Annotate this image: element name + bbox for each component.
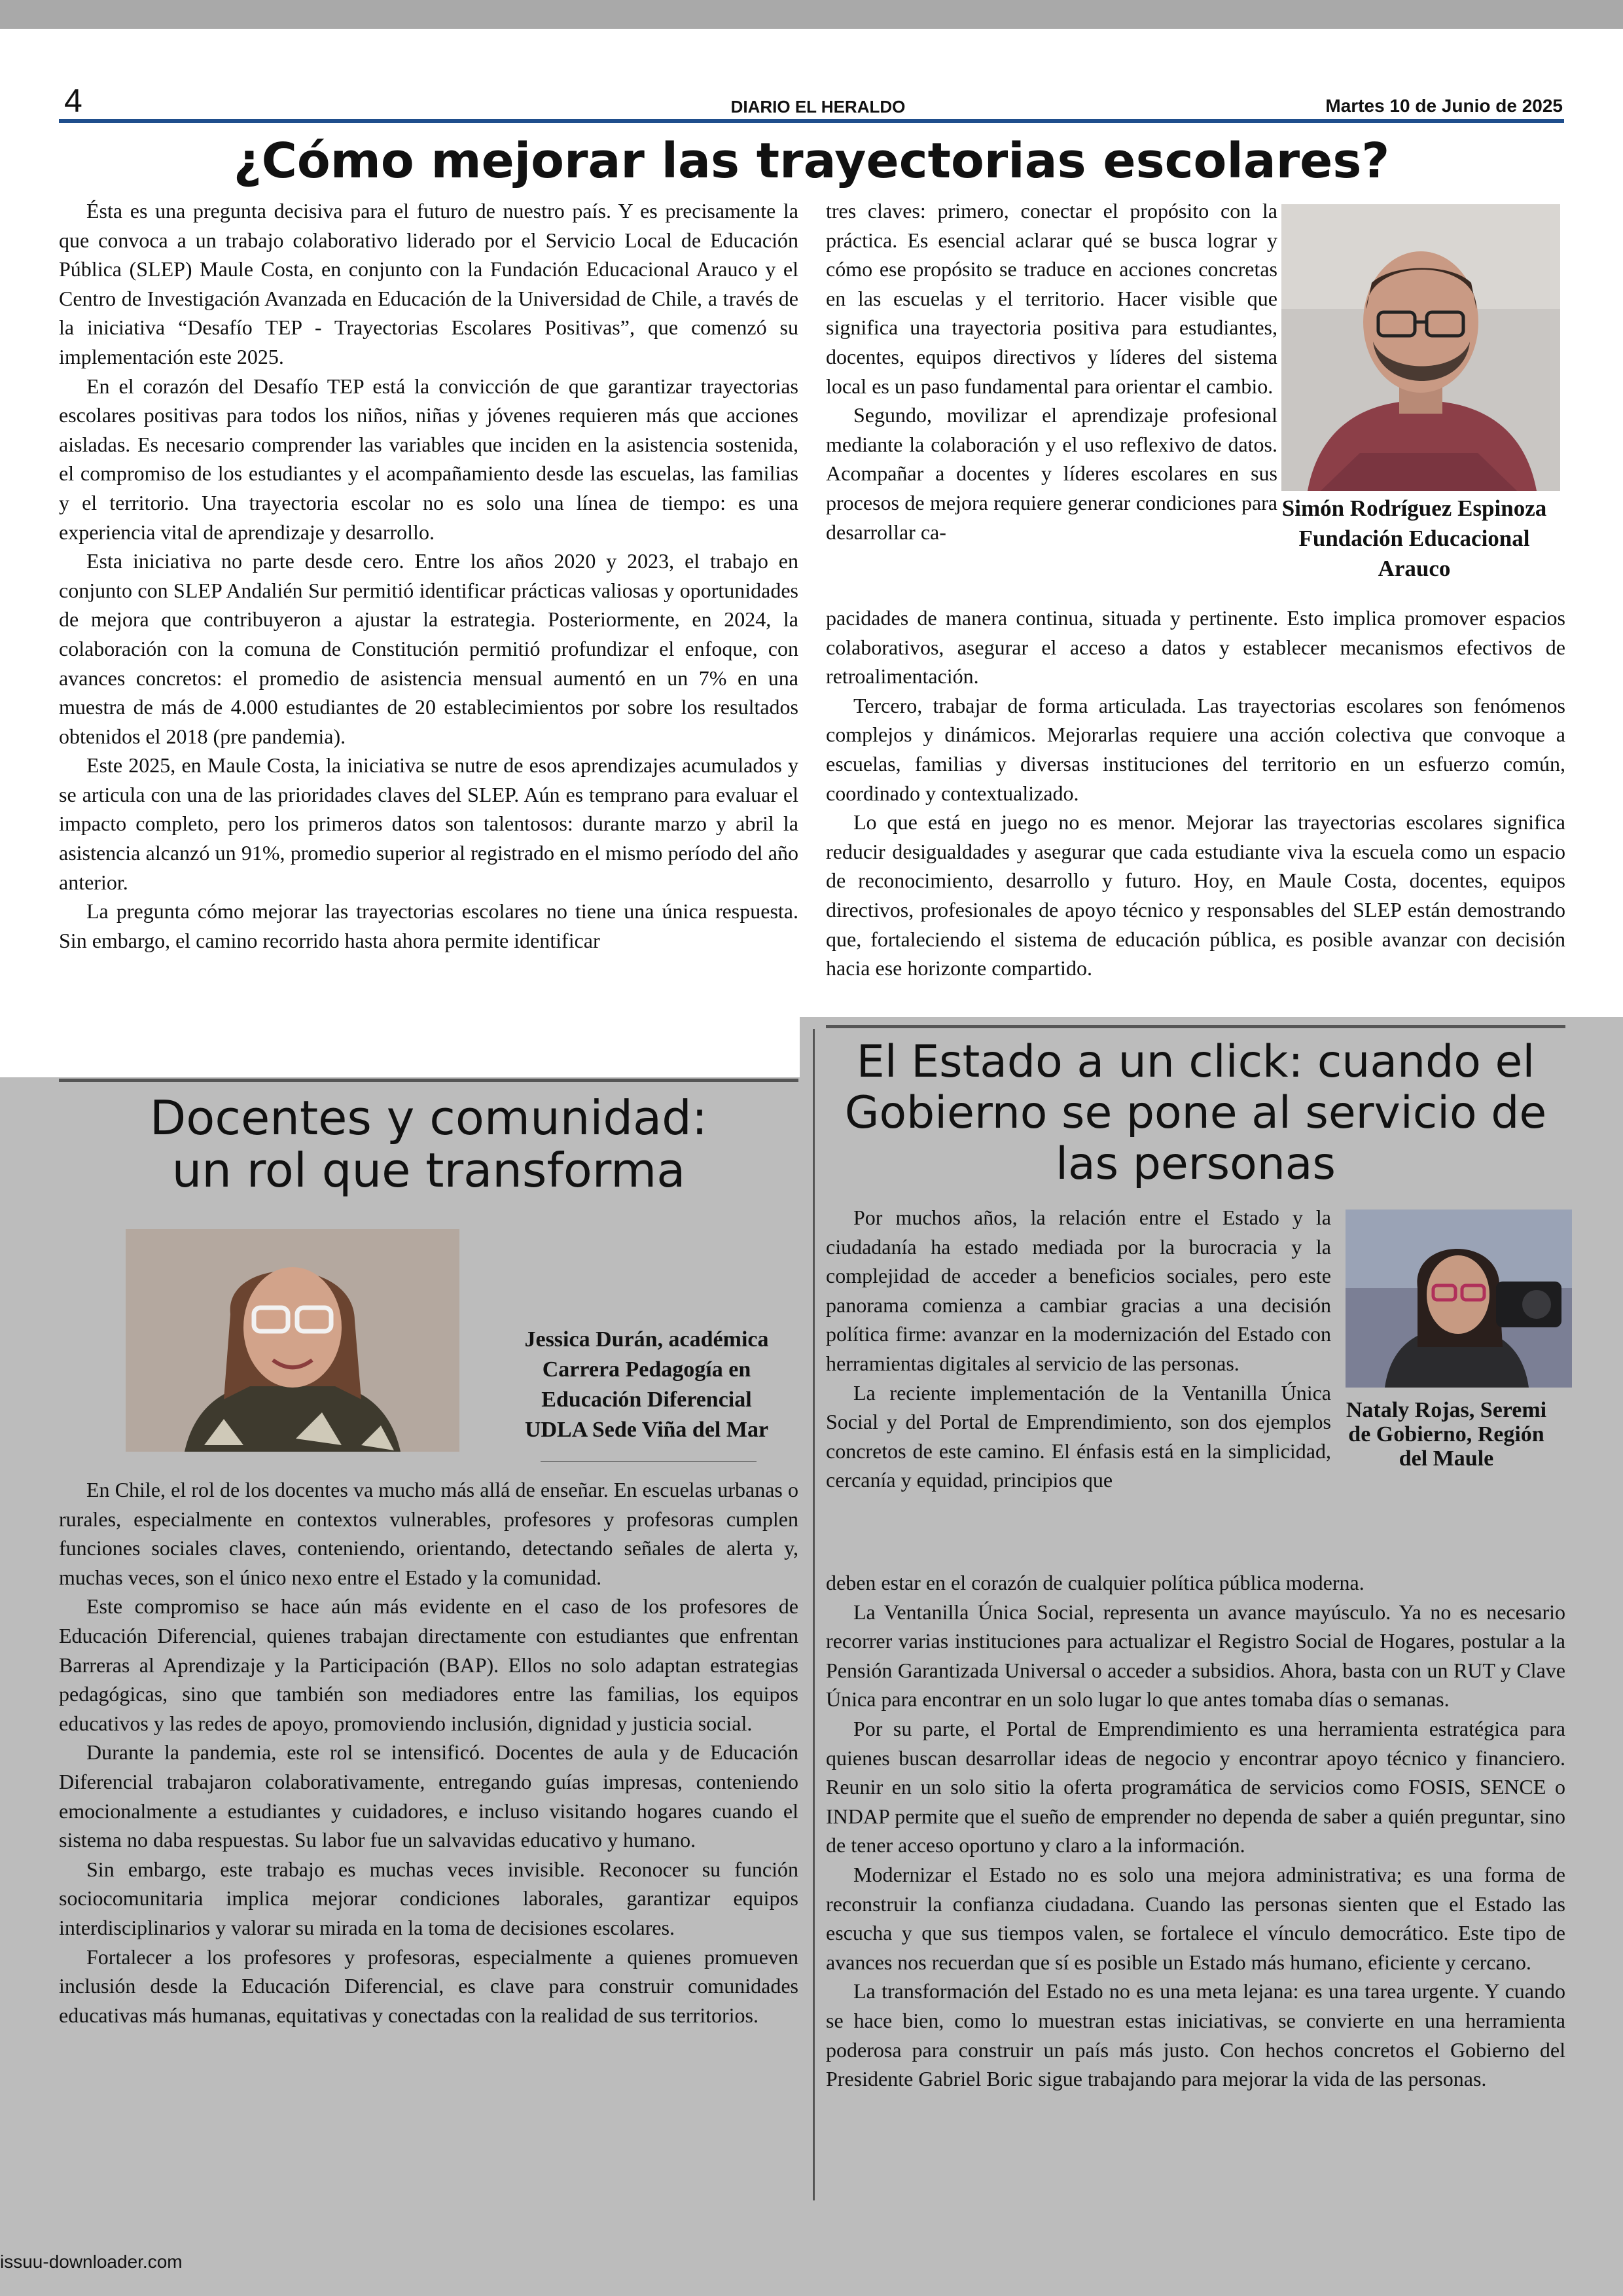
caption-line: Nataly Rojas, Seremi xyxy=(1346,1398,1547,1422)
article3-body-top xyxy=(826,1203,1331,1570)
author-caption-simon xyxy=(1274,493,1555,584)
source-watermark-text: issuu-downloader.com xyxy=(0,2251,183,2272)
paragraph: Este compromiso se hace aún más evidente en el caso de los profesores de Educación Diferencial, quienes trabajan directamente con estudiantes que enfrentan Barreras al Aprendizaje y la Participación (BAP). Ellos no solo adaptan estrategias pedagógicas, sino que también son mediadores entre las familias, los equipos educativos y las redes de apoyo, promoviendo inclusión, dignidad y justicia social. xyxy=(59,1594,798,1735)
article-title-trayectorias: ¿Cómo mejorar las trayectorias escolares? xyxy=(233,133,1390,189)
title-line: Gobierno se pone al servicio de xyxy=(844,1087,1547,1139)
issue-date: Martes 10 de Junio de 2025 xyxy=(1325,96,1563,116)
newspaper-name: DIARIO EL HERALDO xyxy=(730,97,906,117)
author-photo-simon xyxy=(1281,204,1560,491)
title-line: las personas xyxy=(1056,1138,1336,1190)
caption-line: UDLA Sede Viña del Mar xyxy=(524,1418,769,1442)
author-org: Arauco xyxy=(1378,556,1451,581)
paragraph: Modernizar el Estado no es solo una mejora administrativa; es una forma de reconstruir la confianza ciudadana. Cuando las personas sienten que el Estado las escucha y que sus tiempos valen, se fortalece el vínculo democrático. Este tipo de avances nos recuerdan que sí es posible un Estado más humano, eficiente y cercano. xyxy=(826,1862,1565,1974)
paragraph: tres claves: primero, conectar el propósito con la práctica. Es esencial aclarar qué se busca lograr y cómo ese propósito se traduce en acciones concretas en las escuelas y el territorio. Hacer visible que significa una trayectoria positiva para estudiantes, docentes, equipos directivos y líderes del sistema local es un paso fundamental para orientar el cambio. xyxy=(826,199,1277,398)
column-rule xyxy=(813,1029,815,2200)
title-line: Docentes y comunidad: xyxy=(149,1090,708,1145)
caption-line: del Maule xyxy=(1399,1446,1494,1471)
caption-line: Educación Diferencial xyxy=(541,1388,752,1412)
paragraph: La transformación del Estado no es una meta lejana: es una tarea urgente. Y cuando se hace bien, como lo muestran estas iniciativas, se convierte en una herramienta poderosa para construir un país más justo. Con hechos concretos el Gobierno del Presidente Gabriel Boric sigue trabajando para mejorar la vida de las personas. xyxy=(826,1979,1565,2091)
paragraph: Segundo, movilizar el aprendizaje profesional mediante la colaboración y el uso reflexivo de datos. Acompañar a docentes y líderes escolares en sus procesos de mejora requiere generar condiciones para desarrollar ca- xyxy=(826,403,1277,544)
caption-rule xyxy=(541,1461,757,1462)
article1-column-3 xyxy=(826,603,1565,1009)
article1-column-2 xyxy=(826,196,1277,602)
paragraph: pacidades de manera continua, situada y pertinente. Esto implica promover espacios colaborativos, asegurar el acceso a datos y establecer mecanismos efectivos de retroalimentación. xyxy=(826,606,1565,689)
paragraph: Este 2025, en Maule Costa, la iniciativa se nutre de esos aprendizajes acumulados y se articula con una de las prioridades claves del SLEP. Aún es temprano para evaluar el impacto completo, pero los primeros datos son talentosos: durante marzo y abril la asistencia alcanzó un 91%, promedio superior al registrado en el mismo período del año anterior. xyxy=(59,753,798,894)
separator-left xyxy=(59,1079,798,1082)
paragraph: La pregunta cómo mejorar las trayectorias escolares no tiene una única respuesta. Sin embargo, el camino recorrido hasta ahora permite identificar xyxy=(59,899,798,952)
article-title-estado xyxy=(826,1037,1565,1190)
author-name: Simón Rodríguez Espinoza xyxy=(1281,495,1547,521)
paragraph: En Chile, el rol de los docentes va mucho más allá de enseñar. En escuelas urbanas o rurales, especialmente en contextos vulnerables, profesores y profesoras cumplen funciones sociales claves, conteniendo, orientando, detectando señales de alerta y, muchas veces, son el único nexo entre el Estado y la comunidad. xyxy=(59,1478,798,1589)
paragraph: Fortalecer a los profesores y profesoras, especialmente a quienes promueven inclusión desde la Educación Diferencial, es clave para construir comunidades educativas más humanas, equitativas y conectadas con la realidad de sus territorios. xyxy=(59,1945,798,2027)
separator-right xyxy=(826,1025,1565,1028)
top-band xyxy=(0,0,1623,29)
caption-line: Jessica Durán, académica xyxy=(524,1327,769,1352)
caption-line: de Gobierno, Región xyxy=(1348,1422,1544,1446)
page-number: 4 xyxy=(64,82,82,119)
author-photo-jessica xyxy=(126,1229,459,1452)
title-line: un rol que transforma xyxy=(171,1143,686,1198)
paragraph: Lo que está en juego no es menor. Mejorar las trayectorias escolares significa reducir desigualdades y asegurar que cada estudiante viva la escuela como un espacio de reconocimiento, desarrollo y futuro. Hoy, en Maule Costa, docentes, equipos directivos, profesionales de apoyo técnico y responsables del SLEP están demostrando que, fortaleciendo el sistema de educación pública, es posible avanzar con decisión hacia ese horizonte compartido. xyxy=(826,810,1565,980)
author-photo-nataly xyxy=(1346,1210,1572,1388)
paragraph: Tercero, trabajar de forma articulada. Las trayectorias escolares son fenómenos complejos y dinámicos. Mejorarlas requiere una acción colectiva que convoque a escuelas, familias y diversas instituciones del territorio en un esfuerzo común, coordinado y contextualizado. xyxy=(826,693,1565,805)
paragraph: La Ventanilla Única Social, representa un avance mayúsculo. Ya no es necesario recorrer varias instituciones para actualizar el Registro Social de Hogares, postular a la Pensión Garantizada Universal o acceder a subsidios. Ahora, basta con un RUT y Clave Única para encontrar en un solo lugar lo que antes tomaba días o semanas. xyxy=(826,1600,1565,1712)
article2-body xyxy=(59,1475,798,2210)
paragraph: deben estar en el corazón de cualquier política pública moderna. xyxy=(826,1571,1364,1594)
article-title-docentes xyxy=(59,1092,798,1196)
header-rule xyxy=(59,119,1564,123)
paragraph: Por muchos años, la relación entre el Estado y la ciudadanía ha estado mediada por la burocracia y la complejidad de acceder a beneficios sociales, pero este panorama comienza a cambiar gracias a una decisión política firme: avanzar en la modernización del Estado con herramientas digitales al servicio de las personas. xyxy=(826,1206,1331,1375)
paragraph: En el corazón del Desafío TEP está la convicción de que garantizar trayectorias escolares positivas para todos los niños, niñas y jóvenes requieren más que acciones aisladas. Es necesario comprender las variables que inciden en la asistencia sostenida, el compromiso de los estudiantes y el acompañamiento desde las escuelas, las familias y el territorio. Una trayectoria escolar no es solo una línea de tiempo: es una experiencia vital de aprendizaje y desarrollo. xyxy=(59,374,798,544)
paragraph: Ésta es una pregunta decisiva para el futuro de nuestro país. Y es precisamente la que convoca a un trabajo colaborativo liderado por el Servicio Local de Educación Pública (SLEP) Maule Costa, en conjunto con la Fundación Educacional Arauco y el Centro de Investigación Avanzada en Educación de la Universidad de Chile, a través de la iniciativa “Desafío TEP - Trayectorias Escolares Positivas”, que comenzó su implementación este 2025. xyxy=(59,199,798,368)
paragraph: Por su parte, el Portal de Emprendimiento es una herramienta estratégica para quienes buscan desarrollar ideas de negocio y encontrar apoyo técnico y financiero. Reunir en un solo sitio la oferta programática de servicios como FOSIS, SENCE o INDAP permite que el sueño de emprender no dependa de saber a quién preguntar, sino de tener acceso oportuno y claro a la información. xyxy=(826,1716,1565,1857)
author-caption-nataly xyxy=(1315,1398,1577,1471)
caption-line: Carrera Pedagogía en xyxy=(542,1357,751,1382)
paragraph: Sin embargo, este trabajo es muchas veces invisible. Reconocer su función sociocomunitaria implica mejorar condiciones laborales, garantizar equipos interdisciplinarios y valorar su mirada en la toma de decisiones escolares. xyxy=(59,1857,798,1939)
author-caption-jessica xyxy=(496,1325,797,1445)
title-line: El Estado a un click: cuando el xyxy=(856,1036,1535,1088)
article1-column-1 xyxy=(59,196,798,1060)
article3-body-bottom xyxy=(826,1568,1565,2178)
paragraph: La reciente implementación de la Ventanilla Única Social y del Portal de Emprendimiento, son dos ejemplos concretos de este camino. El énfasis está en la simplicidad, cercanía y equidad, principios que xyxy=(826,1380,1331,1492)
paragraph: Durante la pandemia, este rol se intensificó. Docentes de aula y de Educación Diferencial trabajaron colaborativamente, entregando guías impresas, conteniendo emocionalmente a estudiantes y cuidadores, e incluso visitando hogares cuando el sistema no daba respuestas. Su labor fue un salvavidas educativo y humano. xyxy=(59,1740,798,1852)
paragraph: Esta iniciativa no parte desde cero. Entre los años 2020 y 2023, el trabajo en conjunto con SLEP Andalién Sur permitió identificar prácticas valiosas y oportunidades de mejora que contribuyeron a ajustar la estrategia. Posteriormente, en 2024, la colaboración con la comuna de Constitución permitió profundizar el enfoque, con avances concretos: el promedio de asistencia mensual aumentó en un 7% en una muestra de más de 4.000 estudiantes de 20 establecimientos por sobre los resultados obtenidos el 2018 (pre pandemia). xyxy=(59,549,798,748)
author-org: Fundación Educacional xyxy=(1298,526,1530,551)
